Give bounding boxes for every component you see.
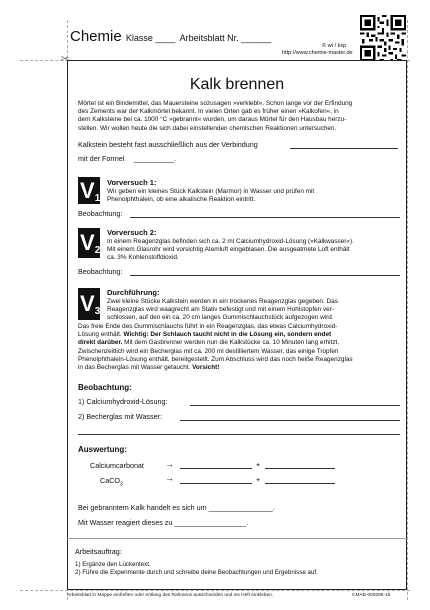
divider xyxy=(67,538,407,539)
badge-number: 2 xyxy=(94,245,101,256)
badge-letter: V xyxy=(80,230,95,255)
text-line: Reagenzglas wird waagrecht am Stativ befestigt und mit einem Hohlstopfen ver- xyxy=(107,306,334,314)
task-item-2: 2) Führe die Experimente durch und schreibe deine Beobachtungen und Ergebnisse auf. xyxy=(75,569,318,576)
question-text: Bei gebranntem Kalk handelt es sich um xyxy=(78,503,207,512)
website-text: http://www.chemie-master.de xyxy=(282,50,353,56)
scissors-icon: ✂ xyxy=(61,54,70,65)
question-text: Mit Wasser reagiert dieses zu xyxy=(78,518,173,527)
sheet-number-label: Arbeitsblatt Nr. ______ xyxy=(179,33,272,43)
experiment-2-heading: Vorversuch 2: xyxy=(107,228,157,237)
text-line: Wir geben ein kleines Stück Kalkstein (Marmor) in Wasser und prüfen mit xyxy=(107,188,315,195)
intro-paragraph xyxy=(78,100,400,133)
evaluation-heading: Auswertung: xyxy=(78,445,127,454)
cut-guide-bottom xyxy=(20,590,410,591)
page-title: Kalk brennen xyxy=(189,76,285,93)
text-line xyxy=(78,364,402,372)
observation-line-1[interactable] xyxy=(130,217,400,218)
text-line: Das freie Ende des Gummischlauchs führt in ein Reagenzglas, das etwas Calciumhydroxid- xyxy=(78,323,338,330)
fill-in-formula-blank[interactable]: __________. xyxy=(134,154,176,163)
class-label: Klasse ____ xyxy=(125,33,176,43)
reaction-arrow-icon: → xyxy=(165,473,174,483)
experiment-2-text xyxy=(107,238,402,263)
badge-letter: V xyxy=(80,291,95,316)
text-span: Lösung enthält. xyxy=(78,331,124,339)
text-line: Phenolphthalein-Lösung enthält, bereitgestellt. Zum Abschluss wird das noch heiße Reagenzglas xyxy=(78,355,353,363)
text-span: in das Becherglas mit Wasser getaucht. xyxy=(78,364,193,372)
cut-guide-right xyxy=(407,20,408,600)
experiment-3-text-bottom xyxy=(78,323,402,372)
text-line: schlossen, auf den ein ca. 20 cm langes Gummischlauchstück aufgezogen wird. xyxy=(107,314,334,322)
observation-heading: Beobachtung: xyxy=(78,383,132,392)
reactant-formula xyxy=(100,476,123,487)
intro-line: dem Kalksteine bei ca. 1000 °C »gebrannt« wurden, um daraus Mörtel für den Hausbau herzu- xyxy=(78,116,347,124)
observation-label-1: Beobachtung: xyxy=(78,209,123,218)
observation-line-2[interactable] xyxy=(130,275,400,276)
formula-subscript: 3 xyxy=(119,481,123,488)
qr-code xyxy=(360,15,406,61)
answer-line[interactable] xyxy=(290,148,398,149)
reaction-arrow-icon: → xyxy=(165,459,174,469)
task-heading: Arbeitsauftrag: xyxy=(75,547,122,556)
observation-label-2: Beobachtung: xyxy=(78,267,123,276)
intro-line: Mörtel ist ein Bindemittel, das Mauersteine sozusagen »verklebt«. Schon lange vor der Erfindung xyxy=(78,100,353,107)
fill-in-compound: Kalkstein besteht fast ausschließlich aus der Verbindung xyxy=(78,140,258,149)
text-line: Zwei kleine Stücke Kalkstein werden in ein trockenes Reagenzglas gegeben. Das xyxy=(107,298,338,305)
experiment-3-badge xyxy=(78,288,100,320)
plus-sign: + xyxy=(256,475,261,484)
observation-item-2: 2) Becherglas mit Wasser: xyxy=(78,412,163,421)
footer-code: CMAB-000096-15 xyxy=(352,593,391,598)
question-burnt-lime xyxy=(78,503,275,512)
text-line xyxy=(78,339,402,347)
answer-blank[interactable]: ________________. xyxy=(208,503,275,512)
experiment-1-text xyxy=(107,188,402,204)
experiment-2-badge xyxy=(78,228,100,258)
experiment-3-heading: Durchführung: xyxy=(107,288,160,297)
experiment-1-badge xyxy=(78,177,100,204)
text-line: Phenolphthalein, ob eine alkalische Reaktion eintritt. xyxy=(107,196,256,204)
answer-blank[interactable]: __________________. xyxy=(174,518,249,527)
formula-text: CaCO xyxy=(100,476,120,485)
experiment-1-heading: Vorversuch 1: xyxy=(107,178,157,187)
product-line-2[interactable] xyxy=(265,468,335,469)
text-line: Zwischenzeitlich wird ein Becherglas mit ca. 200 ml destilliertem Wasser, das einige Tropfen xyxy=(78,347,339,355)
plus-sign: + xyxy=(256,460,261,469)
reactant-name: Calciumcarbonat xyxy=(90,461,144,470)
observation-answer-line-3[interactable] xyxy=(78,434,400,435)
text-line: ca. 3% Kohlenstoffdioxid. xyxy=(107,254,179,262)
text-line: In einem Reagenzglas befinden sich ca. 2 ml Calciumhydroxid-Lösung (»Kalkwasser«). xyxy=(107,238,354,245)
sheet-header xyxy=(70,28,271,45)
question-water-reaction xyxy=(78,518,248,527)
badge-number: 3 xyxy=(94,306,101,317)
intro-line: des Zements war der Kalkmörtel bekannt. In vielen Orten gab es früher einen »Kalkofen«, in xyxy=(78,108,339,116)
warning-text: direkt darüber. xyxy=(78,339,123,347)
copyright-text: © wt / ksp xyxy=(322,43,347,49)
observation-answer-line-2[interactable] xyxy=(180,420,400,421)
observation-item-1: 1) Calciumhydroxid-Lösung: xyxy=(78,397,168,406)
badge-number: 1 xyxy=(94,193,101,204)
text-span: Mit dem Gasbrenner werden nun die Kalkstücke ca. 10 Minuten lang erhitzt. xyxy=(122,339,340,347)
task-item-1: 1) Ergänze den Lückentext. xyxy=(75,561,151,568)
experiment-3-text-top xyxy=(107,298,402,323)
subject-label: Chemie xyxy=(70,28,122,45)
intro-line: stellen. Wir wollen heute die sich dabei einstellenden chemischen Reaktionen untersuchen. xyxy=(78,124,337,132)
badge-letter: V xyxy=(80,178,95,203)
text-line: Mit einem Glasrohr wird vorsichtig Atemluft eingeblasen. Die ausgeatmete Luft enthält xyxy=(107,246,350,254)
caution-text: Vorsicht! xyxy=(192,364,220,372)
text-line xyxy=(78,331,402,339)
formula-line-2[interactable] xyxy=(265,483,335,484)
warning-text: Wichtig: Der Schlauch taucht nicht in die Lösung ein, sondern endet xyxy=(123,331,332,339)
footer-instruction: Arbeitsblatt in Mappe einheften oder entlang des Rahmens ausschneiden und ins Heft einkleben. xyxy=(67,593,274,598)
product-line-1[interactable] xyxy=(180,468,252,469)
formula-line-1[interactable] xyxy=(180,483,252,484)
observation-answer-line-1[interactable] xyxy=(190,405,400,406)
fill-in-formula-label: mit der Formel xyxy=(78,154,125,163)
